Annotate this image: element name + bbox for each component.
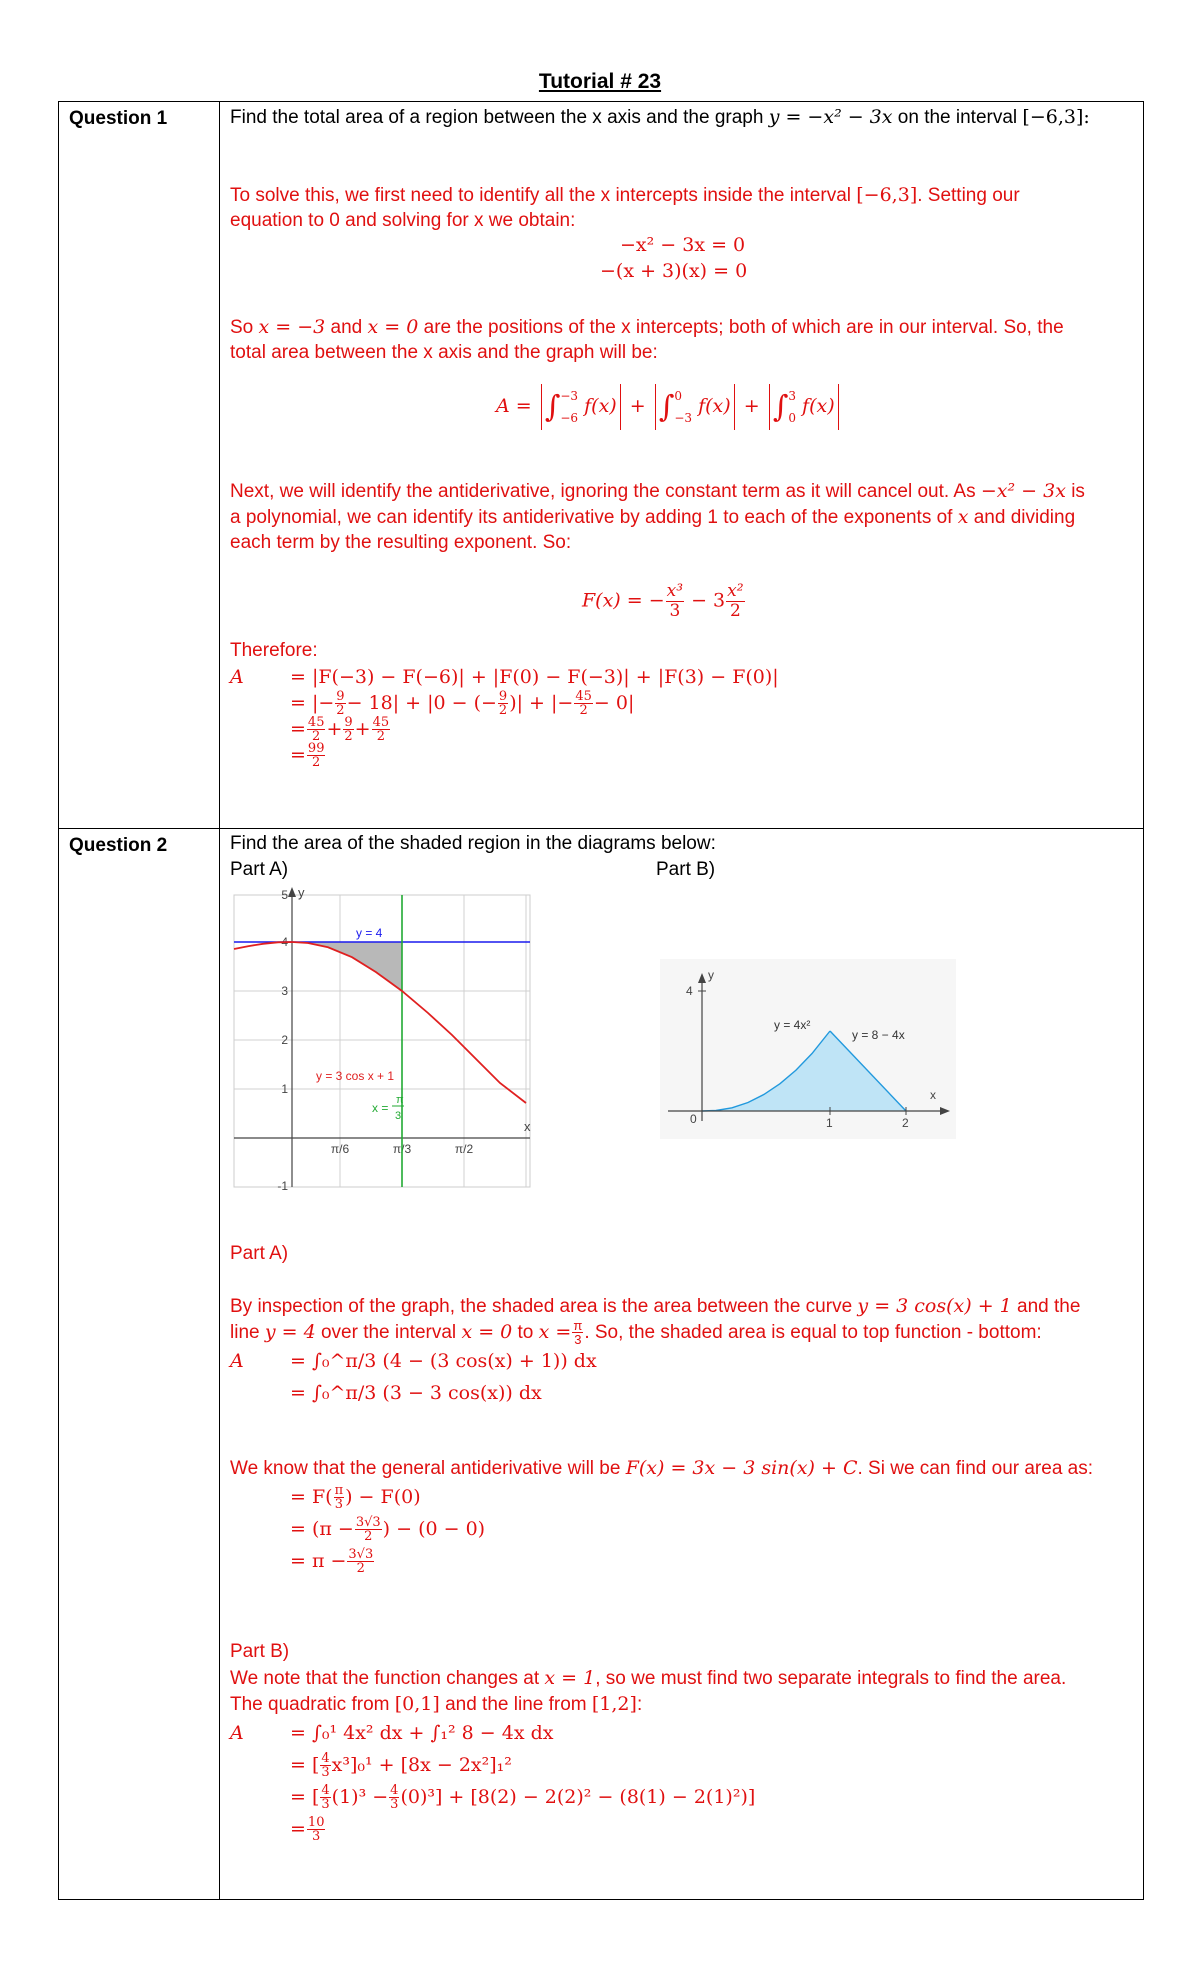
q1-solution-line-1: To solve this, we first need to identify all the x intercepts inside the interval [−6,3]. Setting our	[230, 184, 1020, 206]
q1-solution-line-2: equation to 0 and solving for x we obtain:	[230, 210, 576, 231]
graph-a-y-tick-neg1: -1	[277, 1179, 288, 1191]
graph-a-x-axis-label: x	[524, 1119, 531, 1134]
graph-b-y-tick-4: 4	[686, 984, 693, 998]
question-2-body	[220, 829, 1144, 1900]
graph-b-x-axis-label: x	[930, 1088, 936, 1102]
q1-area-expression: A = ∫ −3 −6 f(x) + ∫ 0 −3 f(x) + ∫ 3 0 f(x)	[496, 384, 842, 430]
graph-a-x-tick-pi3: π/3	[392, 1142, 412, 1156]
tutorial-table	[58, 101, 1144, 1900]
q1-work-lines: A = |F(−3) − F(−6)| + |F(0) − F(−3)| + |F(3) − F(0)| = |− $\frac{9}{2}$ − 18| + |0 − (− $\frac{9}{2}$ )| + |− $\frac{45}{2}$ − 0| = $\frac{45}{2}$ + $\frac{9}{2}$ + $\frac{45}{2}$ = $\frac{99}{2}$	[230, 666, 779, 770]
graph-b-background	[660, 959, 956, 1139]
q2-sol-b-line-2: The quadratic from [0,1] and the line from [1,2]:	[230, 1693, 643, 1715]
graph-b-x-tick-0: 0	[690, 1112, 697, 1126]
graph-b-x-tick-1: 1	[826, 1116, 833, 1130]
graph-b-x-tick-2: 2	[902, 1116, 909, 1130]
q1-prompt: Find the total area of a region between the x axis and the graph y = −x² − 3x on the interval [−6,3]:	[230, 106, 1090, 128]
q1-solution-line-6: a polynomial, we can identify its antiderivative by adding 1 to each of the exponents of x and dividing	[230, 506, 1076, 528]
q2-sol-a-work-1: A = ∫₀^π/3 (4 − (3 cos(x) + 1)) dx = ∫₀^π/3 (3 − 3 cos(x)) dx	[230, 1350, 597, 1404]
q2-prompt: Find the area of the shaded region in the diagrams below:	[230, 833, 716, 854]
q2-part-a-label: Part A)	[230, 859, 289, 880]
q2-part-b-label: Part B)	[656, 859, 716, 880]
graph-a-vline-label: x =	[372, 1101, 389, 1115]
q1-equation-2: −(x + 3)(x) = 0	[600, 260, 748, 282]
q2-sol-b-heading: Part B)	[230, 1641, 290, 1662]
graph-a-y-tick-4: 4	[281, 935, 288, 949]
q1-solution-line-7: each term by the resulting exponent. So:	[230, 532, 572, 553]
q2-sol-a-line-1: By inspection of the graph, the shaded area is the area between the curve y = 3 cos(x) + 1 and the	[230, 1295, 1081, 1317]
graph-a-y-arrow	[288, 887, 296, 897]
q1-therefore: Therefore:	[230, 640, 318, 661]
q1-solution-line-5: Next, we will identify the antiderivative, ignoring the constant term as it will cancel out. As −x² − 3x is	[230, 480, 1085, 502]
q1-equation-1: −x² − 3x = 0	[620, 234, 746, 256]
graph-a-y-tick-2: 2	[281, 1033, 288, 1047]
graph-a-y-axis-label: y	[298, 885, 305, 900]
question-1-body	[220, 102, 1144, 829]
graph-a-y-tick-1: 1	[281, 1082, 288, 1096]
graph-part-b	[660, 959, 956, 1139]
graph-part-a	[228, 885, 544, 1191]
q1-solution-line-3: So x = −3 and x = 0 are the positions of the x intercepts; both of which are in our interval. So, the	[230, 316, 1064, 338]
graph-a-line-label: y = 4	[356, 926, 383, 940]
q2-sol-a-line-3: We know that the general antiderivative will be F(x) = 3x − 3 sin(x) + C. Si we can find our area as:	[230, 1457, 1094, 1479]
q2-sol-a-line-2: line y = 4 over the interval x = 0 to x = $\frac{\pi}{3}$ . So, the shaded area is equal to top function - bottom:	[230, 1318, 1042, 1348]
graph-a-y-tick-3: 3	[281, 984, 288, 998]
q1-solution-line-4: total area between the x axis and the graph will be:	[230, 342, 658, 363]
question-2-label: Question 2	[59, 829, 220, 1900]
graph-b-line-label: y = 8 − 4x	[852, 1028, 905, 1042]
page-title: Tutorial # 23	[538, 70, 662, 93]
q2-sol-a-heading: Part A)	[230, 1243, 289, 1264]
graph-a-x-tick-pi6: π/6	[330, 1142, 350, 1156]
q2-sol-b-line-1: We note that the function changes at x = 1, so we must find two separate integrals to find the area.	[230, 1667, 1067, 1689]
graph-a-curve-label: y = 3 cos x + 1	[316, 1069, 395, 1083]
q1-antiderivative: F(x) = − $\frac{\text{x³}}{3}$ − 3 $\frac{\text{x²}}{2}$	[582, 581, 744, 621]
q2-sol-b-work: A = ∫₀¹ 4x² dx + ∫₁² 8 − 4x dx = [ $\frac{4}{3}$ x³]₀¹ + [8x − 2x²]₁² = [ $\frac{4}{3}$ (1)³ − $\frac{4}{3}$ (0)³] + [8(2) − 2(2)² − (8(1) − 2(1)²)] = $\frac{10}{3}$	[230, 1722, 756, 1844]
graph-a-vline-num: π	[396, 1094, 404, 1106]
graph-a-vline-den: 3	[395, 1110, 402, 1122]
graph-a-y-tick-5: 5	[281, 888, 288, 902]
graph-a-x-tick-pi2: π/2	[454, 1142, 474, 1156]
graph-b-y-axis-label: y	[708, 968, 714, 982]
q2-sol-a-work-2: = F( $\frac{\pi}{3}$ ) − F(0) = (π − $\frac{3√3}{2}$ ) − (0 − 0) = π − $\frac{3√3}{2}$	[290, 1482, 486, 1576]
graph-b-curve-label: y = 4x²	[774, 1018, 811, 1032]
question-1-label: Question 1	[59, 102, 220, 829]
